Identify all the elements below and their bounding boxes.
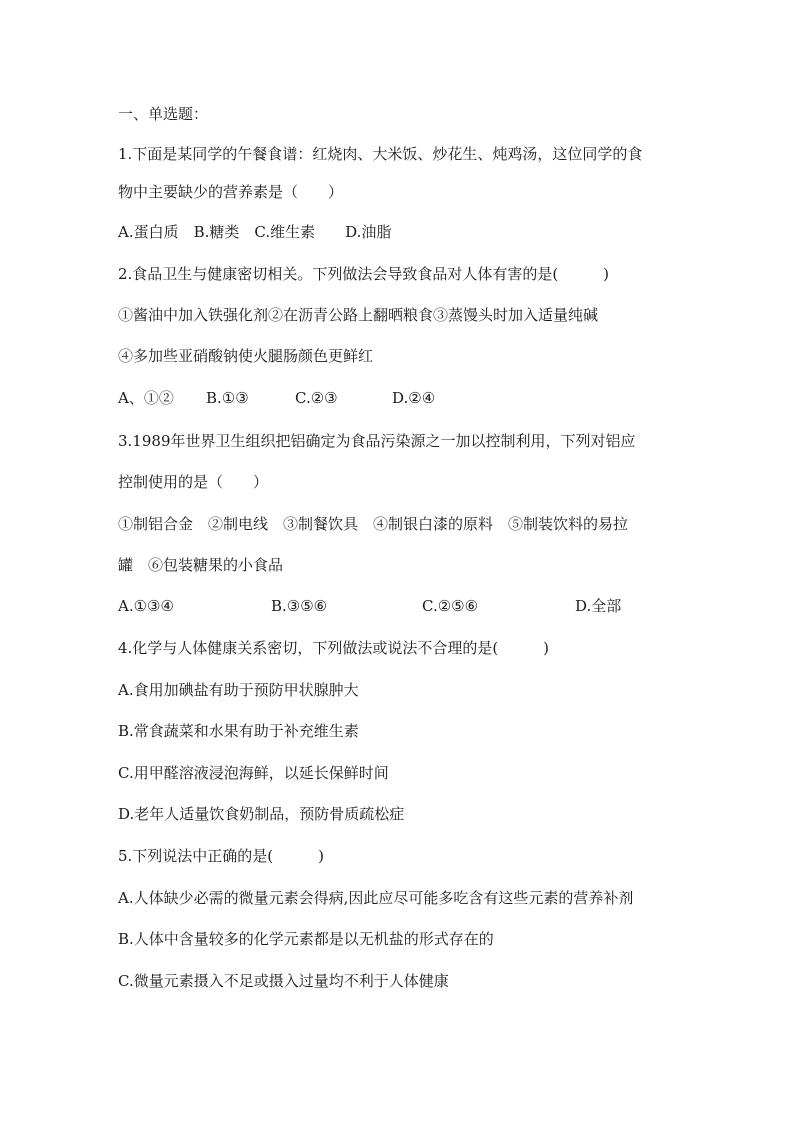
question-3-stem-line-1: 3.1989年世界卫生组织把铝确定为食品污染源之一加以控制利用，下列对铝应 [118, 432, 636, 450]
question-5-option-c: C.微量元素摄入不足或摄入过量均不利于人体健康 [118, 972, 449, 990]
question-5-option-b: B.人体中含量较多的化学元素都是以无机盐的形式存在的 [118, 930, 494, 948]
question-2-stem-line-3: ④多加些亚硝酸钠使火腿肠颜色更鲜红 [118, 347, 374, 365]
question-2-option-d: D.②④ [392, 389, 436, 407]
question-1-stem-line-1: 1.下面是某同学的午餐食谱：红烧肉、大米饭、炒花生、炖鸡汤，这位同学的食 [118, 145, 643, 163]
question-4-option-a: A.食用加碘盐有助于预防甲状腺肿大 [118, 681, 359, 699]
question-2-option-a: A、①② [118, 389, 174, 407]
section-heading: 一、单选题： [118, 105, 209, 123]
question-3-stem-line-2: 控制使用的是（ ） [118, 473, 269, 491]
question-3-option-d: D.全部 [575, 597, 622, 615]
question-4-option-b: B.常食蔬菜和水果有助于补充维生素 [118, 722, 359, 740]
question-2-stem-line-2: ①酱油中加入铁强化剂②在沥青公路上翻晒粮食③蒸馒头时加入适量纯碱 [118, 306, 599, 324]
question-3-stem-line-3: ①制铝合金 ②制电线 ③制餐饮具 ④制银白漆的原料 ⑤制装饮料的易拉 [118, 515, 629, 533]
question-3-stem-line-4: 罐 ⑥包装糖果的小食品 [118, 556, 284, 574]
question-3-option-c: C.②⑤⑥ [422, 597, 479, 615]
question-1-options: A.蛋白质 B.糖类 C.维生素 D.油脂 [118, 223, 392, 241]
question-1-stem-line-2: 物中主要缺少的营养素是（ ） [118, 183, 344, 201]
question-2-option-c: C.②③ [295, 389, 338, 407]
question-2-stem-line-1: 2.食品卫生与健康密切相关。下列做法会导致食品对人体有害的是( ) [118, 265, 610, 283]
question-4-option-d: D.老年人适量饮食奶制品，预防骨质疏松症 [118, 805, 405, 823]
question-2-option-b: B.①③ [206, 389, 249, 407]
question-3-option-b: B.③⑤⑥ [271, 597, 328, 615]
question-5-option-a: A.人体缺少必需的微量元素会得病,因此应尽可能多吃含有这些元素的营养补剂 [118, 889, 634, 907]
question-3-option-a: A.①③④ [118, 597, 174, 615]
question-4-option-c: C.用甲醛溶液浸泡海鲜，以延长保鲜时间 [118, 764, 389, 782]
question-4-stem: 4.化学与人体健康关系密切，下列做法或说法不合理的是( ) [118, 639, 550, 657]
question-5-stem: 5.下列说法中正确的是( ) [118, 847, 325, 865]
